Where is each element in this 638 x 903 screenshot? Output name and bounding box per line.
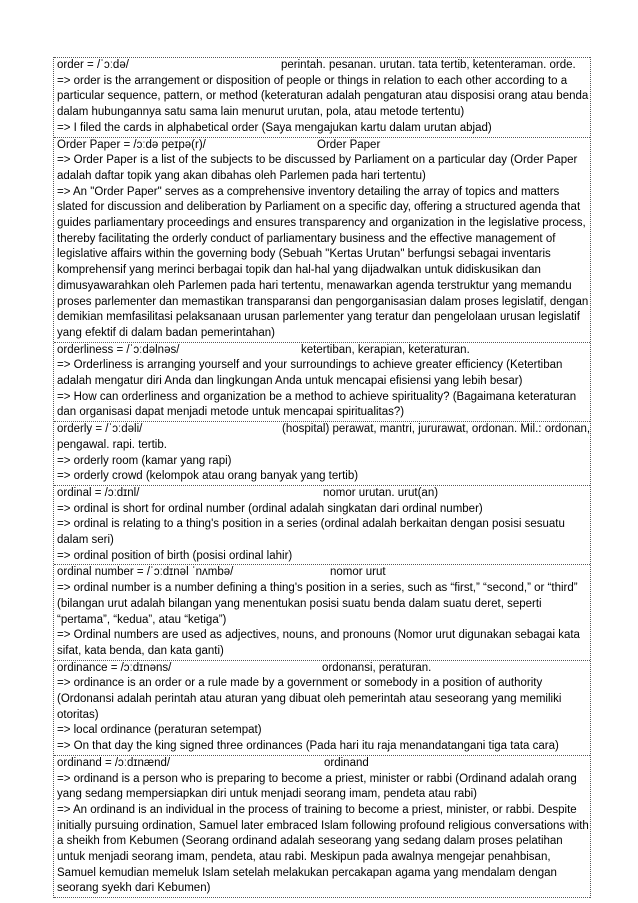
definition-line: => ordinal is short for ordinal number (ordinal adalah singkatan dari ordinal number): [57, 502, 483, 515]
translation: perintah. pesanan. urutan. tata tertib, ketenteraman. orde.: [281, 59, 576, 71]
entry-header: [57, 565, 589, 581]
translation: nomor urutan. urut(an): [323, 486, 439, 499]
headword: ordinal = /ɔːdɪnl/: [57, 486, 140, 499]
example-line: => Ordinal numbers are used as adjectives, nouns, and pronouns (Nomor urut digunakan sebagai kata sifat, kata benda, dan kata ganti): [57, 629, 580, 657]
translation-continued: pengawal. rapi. tertib.: [57, 438, 167, 451]
entry-ordinand: [54, 755, 590, 898]
example-line: => An ordinand is an individual in the process of training to become a priest, minister, or rabbi. Despite initially pursuing ordination, Samuel later embraced Islam following profound religious conversations with a sheikh from Kebumen (Seorang ordinand adalah seseorang yang sedang dalam proses pelatihan untuk menjadi seorang imam, pendeta, atau rabi. Meskipun pada awalnya mengejar penahbisan, Samuel kemudian memeluk Islam setelah melakukan percakapan agama yang mendalam dengan seorang syekh dari Kebumen): [57, 803, 589, 895]
entry-header: [57, 343, 589, 359]
definition-line: => order is the arrangement or disposition of people or things in relation to each other according to a particular sequence, pattern, or method (keteraturan adalah pengaturan atau disposisi orang atau benda dalam hubungannya satu sama lain menurut urutan, pola, atau metode tertentu): [57, 74, 589, 119]
definition-line: => ordinal number is a number defining a thing's position in a series, such as “first,” “second,” or “third” (bilangan urut adalah bilangan yang menentukan posisi suatu benda dalam suatu deret, seperti “pertama”, “kedua”, atau “ketiga”): [57, 582, 578, 626]
entry-orderly: [54, 421, 590, 485]
example-line: => On that day the king signed three ordinances (Pada hari itu raja menandatangani tiga tata cara): [57, 740, 559, 753]
headword: Order Paper = /ɔːdə peɪpə(r)/: [57, 138, 206, 151]
translation: ordinand: [324, 756, 369, 769]
entry-ordinal-number: [54, 564, 590, 659]
headword: ordinal number = /ˈɔːdɪnəl ˈnʌmbə/: [57, 566, 234, 579]
example-line: => I filed the cards in alphabetical order (Saya mengajukan kartu dalam urutan abjad): [57, 121, 492, 134]
translation: ketertiban, kerapian, keteraturan.: [301, 343, 470, 356]
example-line: => How can orderliness and organization be a method to achieve spirituality? (Bagaimana keteraturan dan organisasi dapat menjadi metode untuk mencapai spiritualitas?): [57, 390, 577, 419]
translation: ordonansi, peraturan.: [322, 661, 432, 674]
headword: orderly = /ˈɔːdəli/: [57, 423, 143, 436]
headword: ordinance = /ɔːdɪnəns/: [57, 661, 172, 674]
definition-line: => ordinal is relating to a thing's position in a series (ordinal adalah berkaitan dengan posisi sesuatu dalam seri): [57, 518, 565, 547]
entry-order: [54, 57, 590, 137]
entry-header: [57, 138, 589, 154]
example-line: => ordinal position of birth (posisi ordinal lahir): [57, 549, 293, 562]
example-line: => orderly crowd (kelompok atau orang banyak yang tertib): [57, 470, 359, 483]
example-line: => orderly room (kamar yang rapi): [57, 454, 232, 467]
entry-header: [57, 661, 589, 677]
entry-header: [57, 756, 589, 772]
entry-order-paper: [54, 137, 590, 342]
headword: ordinand = /ɔːdɪnænd/: [57, 756, 171, 769]
entry-header: [57, 58, 589, 74]
entry-header: [57, 486, 589, 502]
translation: (hospital) perawat, mantri, jururawat, ordonan. Mil.: ordonan,: [282, 423, 591, 436]
dictionary-table: [53, 57, 591, 898]
definition-line: => ordinance is an order or a rule made by a government or somebody in a position of authority (Ordonansi adalah perintah atau aturan yang dibuat oleh pemerintah atau seseorang yang memiliki otoritas): [57, 677, 562, 721]
translation: Order Paper: [317, 138, 381, 151]
entry-ordinance: [54, 660, 590, 755]
entry-ordinal: [54, 485, 590, 565]
headword: order = /ˈɔːdə/: [57, 59, 129, 71]
translation: nomor urut: [330, 566, 386, 579]
definition-line: => Orderliness is arranging yourself and your surroundings to achieve greater efficiency (Ketertiban adalah mengatur diri Anda dan lingkungan Anda untuk mencapai efisiensi yang lebih besar): [57, 359, 563, 388]
headword: orderliness = /ˈɔːdəlnəs/: [57, 343, 180, 356]
example-line: => An "Order Paper" serves as a comprehensive inventory detailing the array of topics and matters slated for discussion and deliberation by Parliament on a specific day, offering a structured agenda that guides parliamentary proceedings and ensures transparency and organization in the legislative process, thereby facilitating the orderly conduct of parliamentary business and the effective management of legislative affairs within the governing body (Sebuah "Kertas Urutan" berfungsi sebagai inventaris komprehensif yang merinci berbagai topik dan hal-hal yang dijadwalkan untuk didiskusikan dan dimusyawarahkan oleh Parlemen pada hari tertentu, menawarkan agenda terstruktur yang memandu proses parlementer dan memastikan transparansi dan pengorganisasian dalam proses legislatif, dengan demikian memfasilitasi pelaksanaan urusan parlementer yang teratur dan pengelolaan urusan legislatif yang efektif di dalam badan pemerintahan): [57, 185, 589, 339]
example-line: => local ordinance (peraturan setempat): [57, 724, 262, 737]
definition-line: => Order Paper is a list of the subjects to be discussed by Parliament on a particular day (Order Paper adalah daftar topik yang akan dibahas oleh Parlemen pada hari tertentu): [57, 154, 578, 182]
entry-orderliness: [54, 342, 590, 422]
definition-line: => ordinand is a person who is preparing to become a priest, minister or rabbi (Ordinand adalah orang yang sedang mempersiapkan diri untuk menjadi seorang imam, pendeta atau rabi): [57, 772, 577, 801]
entry-header: [57, 422, 589, 438]
